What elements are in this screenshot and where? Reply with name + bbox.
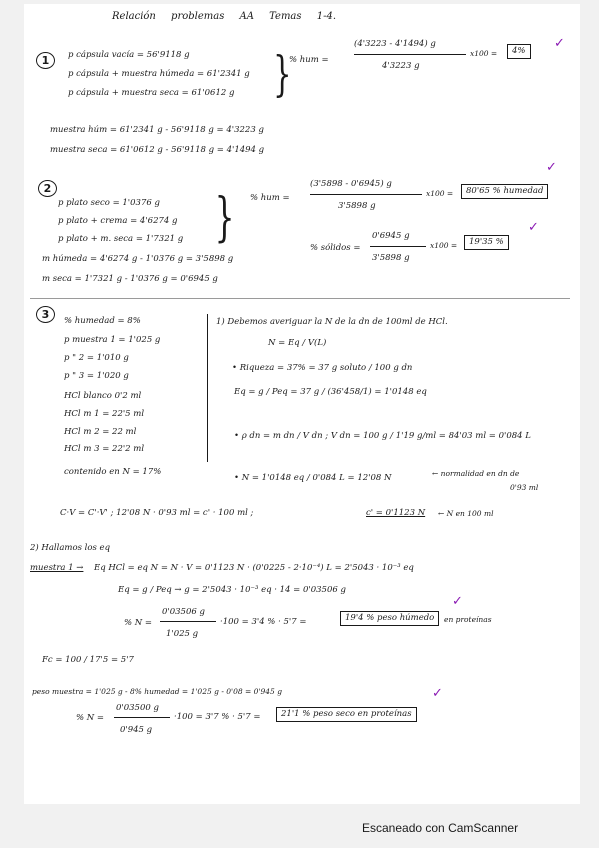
p2-line-4: m húmeda = 4'6274 g - 1'0376 g = 3'5898 g <box>42 254 234 264</box>
p4-n1-lhs: % N = <box>124 618 153 628</box>
p1-hum-lhs: % hum = <box>289 55 329 65</box>
p3-data-1: % humedad = 8% <box>64 316 141 326</box>
p3-column-line <box>207 314 208 462</box>
p2-brace: } <box>214 188 235 248</box>
p3-data-3: p " 2 = 1'010 g <box>64 353 129 363</box>
p3-data-5: HCl blanco 0'2 ml <box>64 391 142 401</box>
p3-data-8: HCl m 3 = 22'2 ml <box>64 444 145 454</box>
section-divider <box>30 298 570 299</box>
p3-normality: • N = 1'0148 eq / 0'084 L = 12'08 N <box>234 473 392 483</box>
checkmark-icon: ✓ <box>432 686 443 701</box>
p4-n2-calc: ·100 = 3'7 % · 5'7 = <box>174 712 261 722</box>
scanner-watermark: Escaneado con CamScanner <box>362 821 519 835</box>
p3-data-7: HCl m 2 = 22 ml <box>64 427 137 437</box>
checkmark-icon: ✓ <box>546 160 557 175</box>
p1-multiplier: x100 = <box>470 49 498 58</box>
p4-grams: Eq = g / Peq → g = 2'5043 · 10⁻³ eq · 14 = 0'03506 g <box>118 585 346 595</box>
page-title: Relación problemas AA Temas 1-4. <box>112 11 336 22</box>
p1-hum-denominator: 4'3223 g <box>382 61 420 71</box>
checkmark-icon: ✓ <box>528 220 539 235</box>
p3-normality-note-2: 0'93 ml <box>510 483 539 492</box>
p1-line-3: p cápsula + muestra seca = 61'0612 g <box>68 88 235 98</box>
p4-n1-calc: ·100 = 3'4 % · 5'7 = <box>220 617 307 627</box>
p2-hum-result-box: 80'65 % humedad <box>461 184 548 199</box>
p3-eq: Eq = g / Peq = 37 g / (36'458/1) = 1'0148 eq <box>234 387 427 397</box>
p2-hum-denominator: 3'5898 g <box>338 201 376 211</box>
problem-3-number: 3 <box>36 306 55 323</box>
p2-hum-lhs: % hum = <box>250 193 290 203</box>
p2-hum-multiplier: x100 = <box>426 189 454 198</box>
p4-n1-numerator: 0'03506 g <box>162 607 205 617</box>
p4-n1-fraction-bar <box>160 621 216 622</box>
p3-dilution-result: c' = 0'1123 N <box>366 508 426 518</box>
problem-1-number: 1 <box>36 52 55 69</box>
p1-line-2: p cápsula + muestra húmeda = 61'2341 g <box>68 69 250 79</box>
p3-data-4: p " 3 = 1'020 g <box>64 371 129 381</box>
p2-sol-lhs: % sólidos = <box>310 243 361 253</box>
p3-factor: contenido en N = 17% <box>64 467 162 477</box>
p4-sample-weight: peso muestra = 1'025 g - 8% humedad = 1'025 g - 0'08 = 0'945 g <box>32 687 282 696</box>
p3-density: • ρ dn = m dn / V dn ; V dn = 100 g / 1'19 g/ml = 84'03 ml = 0'084 L <box>234 431 531 441</box>
p2-hum-fraction-bar <box>310 194 422 195</box>
p3-data-2: p muestra 1 = 1'025 g <box>64 335 161 345</box>
p4-n2-numerator: 0'03500 g <box>116 703 159 713</box>
p1-brace: } <box>273 46 292 102</box>
p2-line-2: p plato + crema = 4'6274 g <box>58 216 178 226</box>
p3-dilution: C·V = C'·V' ; 12'08 N · 0'93 ml = c' · 100 ml ; <box>60 508 254 518</box>
p3-riqueza: • Riqueza = 37% = 37 g soluto / 100 g dn <box>232 363 413 373</box>
p2-hum-numerator: (3'5898 - 0'6945) g <box>310 179 392 189</box>
p1-line-1: p cápsula vacía = 56'9118 g <box>68 50 190 60</box>
p1-line-5: muestra seca = 61'0612 g - 56'9118 g = 4'1494 g <box>50 145 265 155</box>
p2-sol-result-box: 19'35 % <box>464 235 509 250</box>
checkmark-icon: ✓ <box>452 594 463 609</box>
p4-eq-calc: Eq HCl = eq N = N · V = 0'1123 N · (0'0225 - 2·10⁻⁴) L = 2'5043 · 10⁻³ eq <box>94 563 414 573</box>
p2-sol-multiplier: x100 = <box>430 241 458 250</box>
p2-sol-denominator: 3'5898 g <box>372 253 410 263</box>
p1-hum-numerator: (4'3223 - 4'1494) g <box>354 39 436 49</box>
p4-n1-tail: en proteínas <box>444 615 492 624</box>
p4-sample-label: muestra 1 → <box>30 563 84 573</box>
p4-n2-denominator: 0'945 g <box>120 725 153 735</box>
p3-formula: N = Eq / V(L) <box>268 338 327 348</box>
p3-data-6: HCl m 1 = 22'5 ml <box>64 409 145 419</box>
p2-sol-numerator: 0'6945 g <box>372 231 410 241</box>
p4-heading: 2) Hallamos los eq <box>30 543 111 553</box>
p2-line-3: p plato + m. seca = 1'7321 g <box>58 234 184 244</box>
p4-n1-result-box: 19'4 % peso húmedo <box>340 611 439 626</box>
p3-step-1: 1) Debemos averiguar la N de la dn de 100ml de HCl. <box>216 317 448 327</box>
p4-n1-denominator: 1'025 g <box>166 629 199 639</box>
p4-n2-lhs: % N = <box>76 713 105 723</box>
checkmark-icon: ✓ <box>554 36 565 51</box>
scanned-page <box>24 4 580 804</box>
p2-line-5: m seca = 1'7321 g - 1'0376 g = 0'6945 g <box>42 274 218 284</box>
p1-result-box: 4% <box>507 44 531 59</box>
p4-factor: Fc = 100 / 17'5 = 5'7 <box>42 655 134 665</box>
p3-dilution-note: ← N en 100 ml <box>438 509 494 518</box>
p1-line-4: muestra húm = 61'2341 g - 56'9118 g = 4'3223 g <box>50 125 264 135</box>
p2-line-1: p plato seco = 1'0376 g <box>58 198 160 208</box>
p4-n2-result-box: 21'1 % peso seco en proteínas <box>276 707 417 722</box>
p4-n2-fraction-bar <box>114 717 170 718</box>
p2-sol-fraction-bar <box>370 246 426 247</box>
p1-fraction-bar <box>354 54 466 55</box>
p3-normality-note: ← normalidad en dn de <box>432 469 520 478</box>
problem-2-number: 2 <box>38 180 57 197</box>
